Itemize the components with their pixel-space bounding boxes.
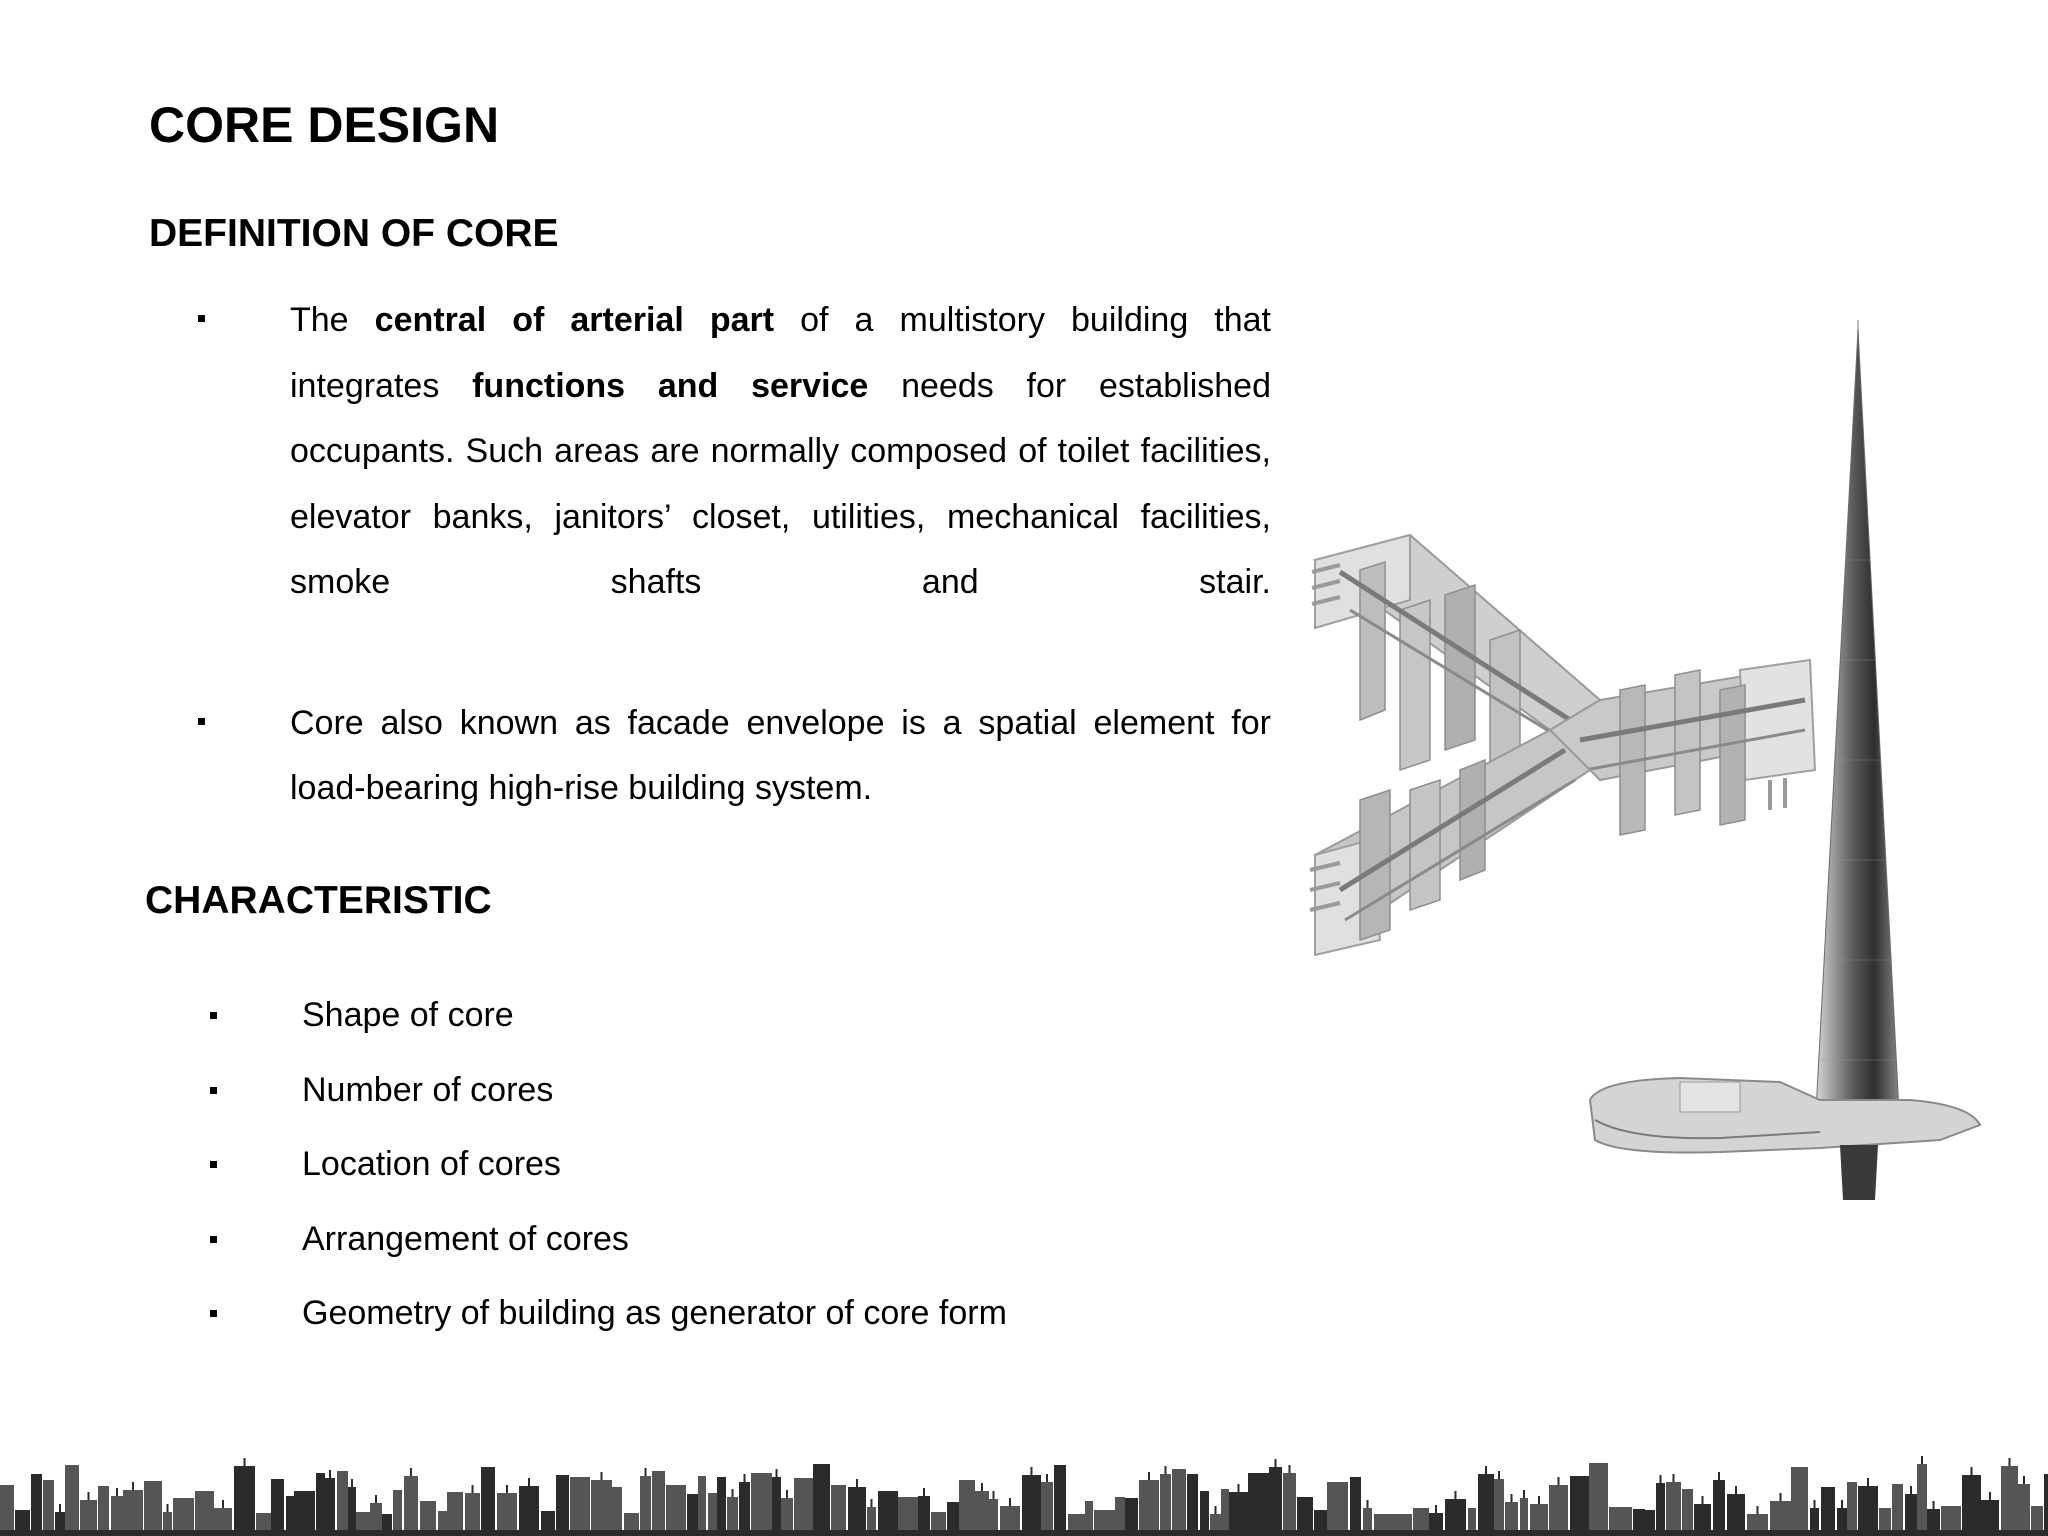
characteristic-item: [210, 1068, 1007, 1143]
definition-bold-part: central of arterial part: [374, 301, 775, 339]
characteristic-label: Geometry of building as generator of core form: [302, 1294, 1007, 1332]
characteristic-heading: CHARACTERISTIC: [145, 879, 492, 922]
characteristic-label: Number of cores: [302, 1070, 554, 1109]
characteristic-label: Shape of core: [302, 996, 514, 1034]
bullet-icon: [198, 718, 205, 725]
characteristic-list: [210, 993, 1007, 1366]
bullet-icon: [210, 1012, 217, 1019]
characteristic-item: [210, 993, 1007, 1068]
definition-text-part: of a multistory building that integrates: [290, 301, 1271, 405]
characteristic-item: [210, 1291, 1007, 1366]
definition-list: [198, 288, 1271, 822]
core-model-illustration: [1310, 535, 1815, 955]
definition-bold-part: functions and service: [472, 366, 869, 405]
city-skyline-border: [0, 1452, 2048, 1536]
bullet-icon: [198, 315, 205, 322]
definition-item: [198, 691, 1271, 822]
definition-text-part: needs for established occupants. Such areas are normally composed of toilet facilities, elevator banks, janitors’ closet, utilities, mechanical facilities, smoke shafts and stair.: [290, 366, 1271, 601]
definition-text-part: The: [290, 301, 375, 339]
definition-item: [198, 288, 1271, 616]
definition-text-part: Core also known as facade envelope is a spatial element for load-bearing high-rise building system.: [290, 703, 1271, 807]
characteristic-item: [210, 1217, 1007, 1292]
slide-title: CORE DESIGN: [149, 97, 500, 153]
bullet-icon: [210, 1161, 217, 1168]
tower-core-illustration: [1300, 310, 2000, 1210]
characteristic-item: [210, 1142, 1007, 1217]
definition-heading: DEFINITION OF CORE: [149, 212, 559, 255]
characteristic-label: Arrangement of cores: [302, 1219, 629, 1258]
bullet-icon: [210, 1087, 217, 1094]
bullet-icon: [210, 1310, 217, 1317]
characteristic-label: Location of cores: [302, 1145, 561, 1183]
bullet-icon: [210, 1236, 217, 1243]
